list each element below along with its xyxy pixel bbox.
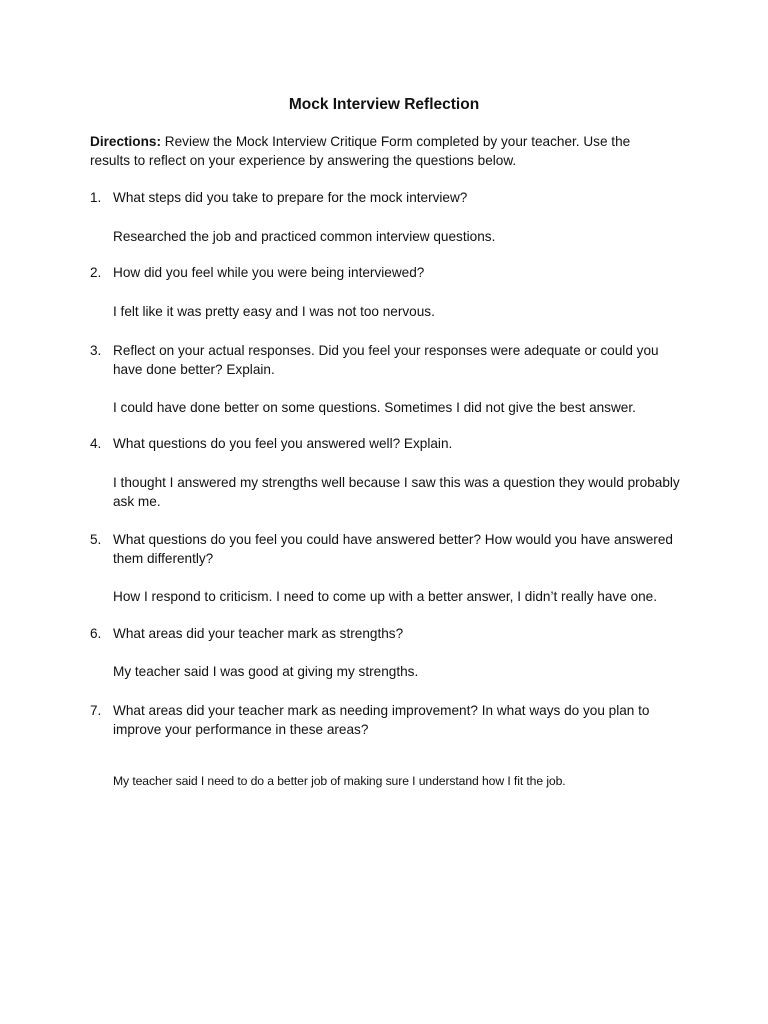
- answer-3: I could have done better on some questions. Sometimes I did not give the best answer.: [113, 400, 636, 415]
- question-text: What questions do you feel you answered well? Explain.: [113, 436, 453, 451]
- answer-4: I thought I answered my strengths well because I saw this was a question they would probably ask me.: [113, 475, 680, 509]
- question-5: [90, 530, 680, 568]
- question-2: [90, 263, 680, 282]
- question-4: [90, 434, 680, 453]
- question-3: [90, 341, 680, 379]
- question-number: 1.: [90, 190, 102, 205]
- question-text: What steps did you take to prepare for the mock interview?: [113, 190, 468, 205]
- directions-paragraph: [90, 132, 660, 170]
- question-number: 4.: [90, 436, 102, 451]
- answer-2: I felt like it was pretty easy and I was not too nervous.: [113, 304, 435, 319]
- question-text: What areas did your teacher mark as needing improvement? In what ways do you plan to improve your performance in these areas?: [113, 703, 650, 737]
- question-text: What questions do you feel you could have answered better? How would you have answered them differently?: [113, 532, 673, 566]
- question-text: How did you feel while you were being interviewed?: [113, 265, 425, 280]
- question-6: [90, 624, 680, 643]
- answer-1: Researched the job and practiced common interview questions.: [113, 229, 496, 244]
- answer-7: My teacher said I need to do a better job of making sure I understand how I fit the job.: [113, 774, 566, 788]
- question-number: 7.: [90, 703, 102, 718]
- directions-text: Review the Mock Interview Critique Form completed by your teacher. Use the results to reflect on your experience by answering the questions below.: [90, 134, 631, 168]
- question-text: Reflect on your actual responses. Did you feel your responses were adequate or could you have done better? Explain.: [113, 343, 659, 377]
- question-1: [90, 188, 680, 207]
- question-number: 6.: [90, 626, 102, 641]
- answer-5: How I respond to criticism. I need to come up with a better answer, I didn’t really have one.: [113, 589, 658, 604]
- question-7: [90, 701, 680, 739]
- question-number: 2.: [90, 265, 102, 280]
- answer-6: My teacher said I was good at giving my strengths.: [113, 664, 419, 679]
- question-number: 3.: [90, 343, 102, 358]
- page-title: Mock Interview Reflection: [288, 96, 480, 113]
- question-number: 5.: [90, 532, 102, 547]
- question-text: What areas did your teacher mark as strengths?: [113, 626, 404, 641]
- directions-label: Directions:: [90, 134, 162, 149]
